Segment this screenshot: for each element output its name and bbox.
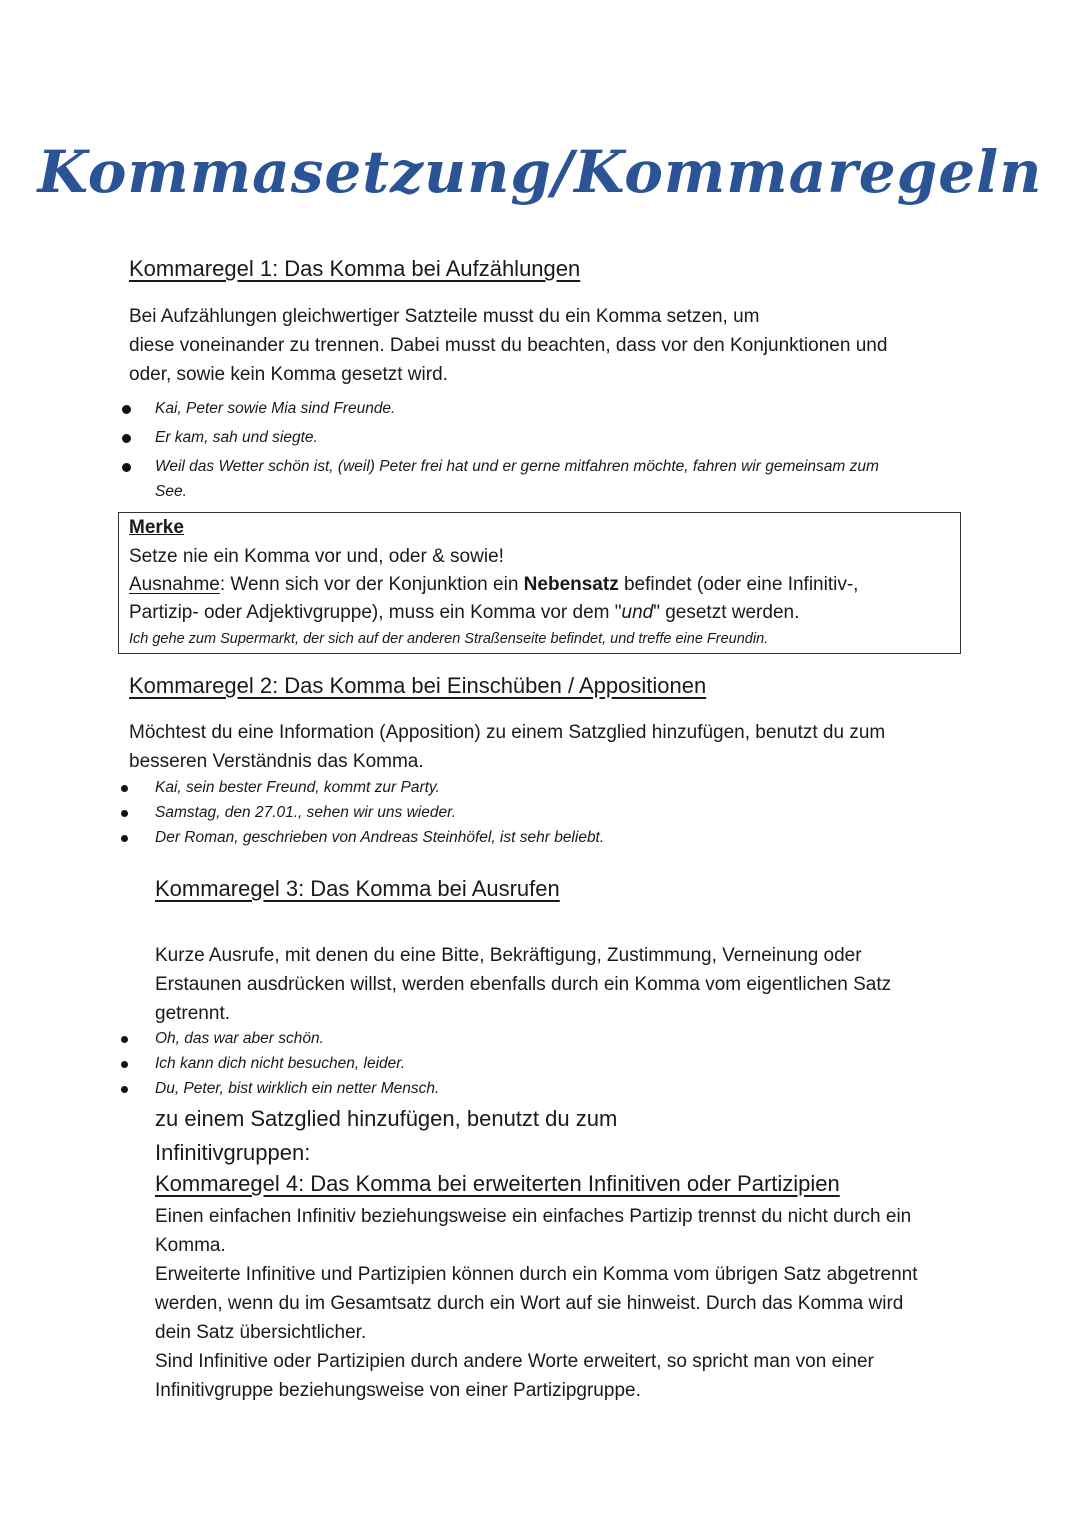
rule1-text	[129, 302, 887, 389]
merke-text: befindet (oder eine Infinitiv-,	[618, 574, 859, 595]
rule3-extra-text	[155, 1102, 617, 1170]
page-title: Kommasetzung/Kommaregeln	[37, 138, 1043, 206]
rule3-heading: Kommaregel 3: Das Komma bei Ausrufen	[155, 876, 560, 901]
und-italic: und	[621, 602, 654, 623]
rule2-line-2: besseren Verständnis das Komma.	[129, 751, 424, 772]
rule4-line-4: werden, wenn du im Gesamtsatz durch ein Wort auf sie hinweist. Durch das Komma wird	[155, 1293, 904, 1314]
rule4-line-2: Komma.	[155, 1235, 226, 1256]
list-item	[129, 829, 604, 854]
nebensatz-bold: Nebensatz	[523, 574, 619, 595]
rule1-examples	[129, 400, 879, 482]
rule3-examples	[129, 1030, 439, 1105]
extra-line-2: Infinitivgruppen:	[155, 1140, 311, 1165]
rule4-heading: Kommaregel 4: Das Komma bei erweiterten Infinitiven oder Partizipien	[155, 1171, 840, 1196]
example-text: Er kam, sah und siegte.	[155, 429, 318, 446]
list-item	[129, 400, 879, 429]
rule4-line-6: Sind Infinitive oder Partizipien durch andere Worte erweitert, so spricht man von einer	[155, 1351, 874, 1372]
rule2-examples	[129, 779, 604, 854]
rule4-line-1: Einen einfachen Infinitiv beziehungsweise ein einfaches Partizip trennst du nicht durch ein	[155, 1206, 912, 1227]
rule3-line-2: Erstaunen ausdrücken willst, werden ebenfalls durch ein Komma vom eigentlichen Satz	[155, 974, 892, 995]
rule1-line-1: Bei Aufzählungen gleichwertiger Satzteile musst du ein Komma setzen, um	[129, 306, 760, 327]
example-text: Samstag, den 27.01., sehen wir uns wieder.	[155, 804, 456, 821]
list-item	[129, 804, 604, 829]
merke-example: Ich gehe zum Supermarkt, der sich auf der anderen Straßenseite befindet, und treffe eine Freundin.	[129, 631, 769, 647]
rule3-text	[155, 941, 891, 1028]
rule4-text	[155, 1202, 918, 1405]
rule3-line-3: getrennt.	[155, 1003, 230, 1024]
list-item	[129, 458, 879, 482]
example-text: Weil das Wetter schön ist, (weil) Peter frei hat und er gerne mitfahren möchte, fahren wir gemeinsam zum	[155, 458, 879, 475]
rule1-example-continuation: See.	[155, 483, 187, 500]
example-text: Oh, das war aber schön.	[155, 1030, 324, 1047]
rule3-line-1: Kurze Ausrufe, mit denen du eine Bitte, Bekräftigung, Zustimmung, Verneinung oder	[155, 945, 862, 966]
list-item	[129, 1055, 439, 1080]
rule1-heading: Kommaregel 1: Das Komma bei Aufzählungen	[129, 256, 581, 281]
list-item	[129, 429, 879, 458]
list-item	[129, 1030, 439, 1055]
merke-text: Partizip- oder Adjektivgruppe), muss ein Komma vor dem "	[129, 602, 622, 623]
rule2-text	[129, 718, 885, 776]
example-text: Du, Peter, bist wirklich ein netter Mensch.	[155, 1080, 440, 1097]
merke-line-2	[129, 574, 858, 596]
rule1-line-3: oder, sowie kein Komma gesetzt wird.	[129, 364, 448, 385]
example-text: Kai, Peter sowie Mia sind Freunde.	[155, 400, 396, 417]
merke-text: " gesetzt werden.	[653, 602, 800, 623]
rule4-line-3: Erweiterte Infinitive und Partizipien können durch ein Komma vom übrigen Satz abgetrennt	[155, 1264, 918, 1285]
merke-title: Merke	[129, 517, 184, 538]
extra-line-1: zu einem Satzglied hinzufügen, benutzt du zum	[155, 1106, 618, 1131]
rule1-line-2: diese voneinander zu trennen. Dabei musst du beachten, dass vor den Konjunktionen und	[129, 335, 888, 356]
rule2-heading: Kommaregel 2: Das Komma bei Einschüben / Appositionen	[129, 673, 707, 698]
merke-text: : Wenn sich vor der Konjunktion ein	[219, 574, 524, 595]
example-text: Kai, sein bester Freund, kommt zur Party.	[155, 779, 440, 796]
example-text: Der Roman, geschrieben von Andreas Steinhöfel, ist sehr beliebt.	[155, 829, 605, 846]
exception-label: Ausnahme	[129, 574, 220, 595]
rule2-line-1: Möchtest du eine Information (Apposition) zu einem Satzglied hinzufügen, benutzt du zum	[129, 722, 886, 743]
merke-box	[118, 512, 961, 654]
list-item	[129, 779, 604, 804]
rule4-line-5: dein Satz übersichtlicher.	[155, 1322, 367, 1343]
example-text: Ich kann dich nicht besuchen, leider.	[155, 1055, 406, 1072]
merke-line-1: Setze nie ein Komma vor und, oder & sowie!	[129, 546, 504, 567]
merke-line-3	[129, 602, 799, 624]
rule4-line-7: Infinitivgruppe beziehungsweise von einer Partizipgruppe.	[155, 1380, 641, 1401]
